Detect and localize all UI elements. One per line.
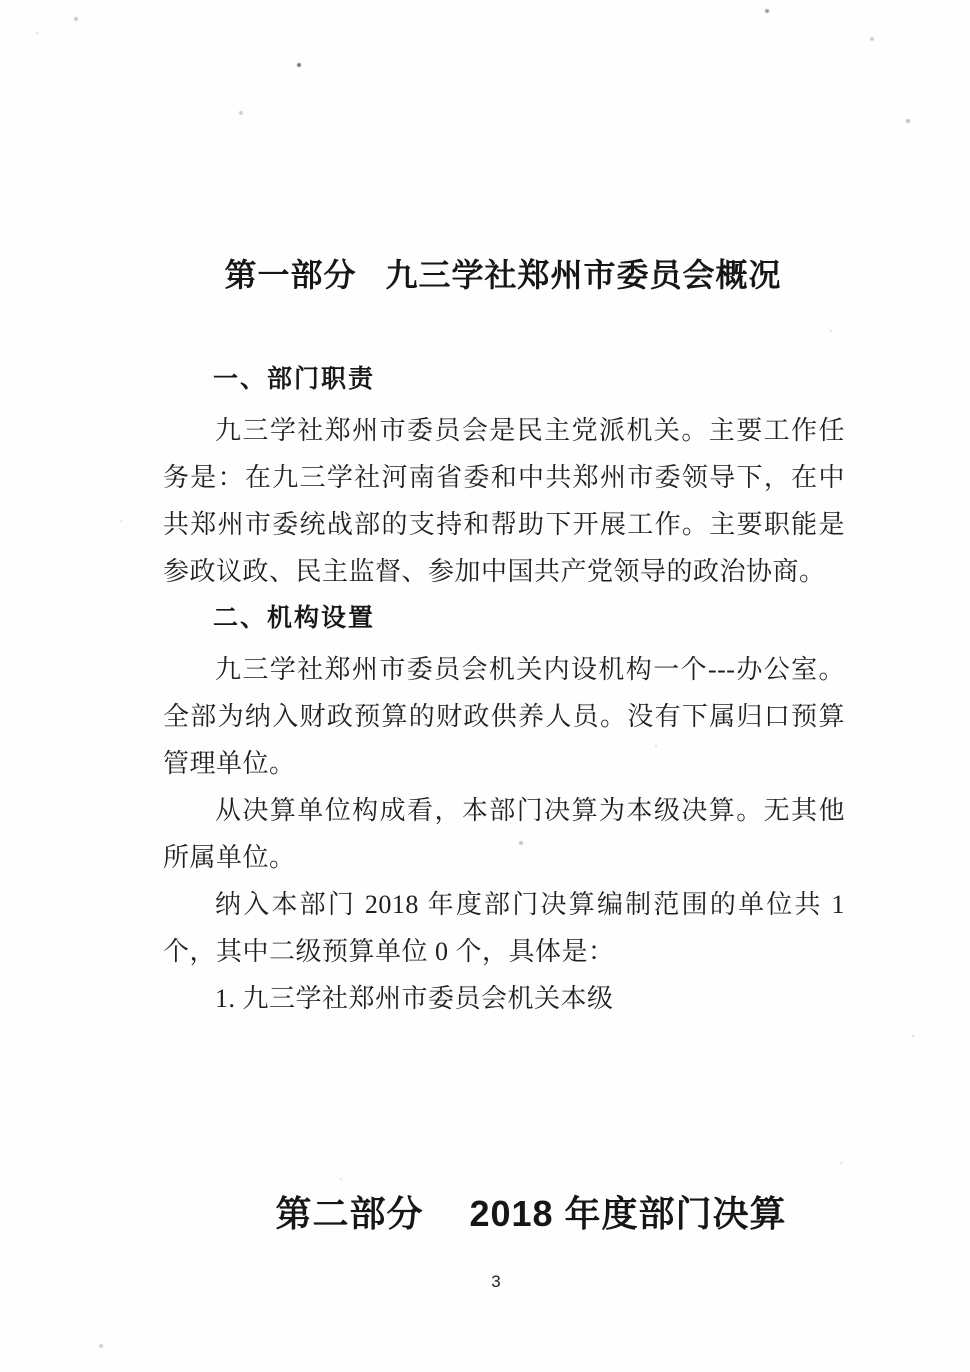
- section1-paragraph: 九三学社郑州市委员会是民主党派机关。主要工作任务是：在九三学社河南省委和中共郑州市委领导下，在中共郑州市委统战部的支持和帮助下开展工作。主要职能是参政议政、民主监督、参加中国共产党领导的政治协商。: [163, 416, 845, 586]
- part2-title: [46, 1186, 970, 1237]
- part1-title: [18, 250, 970, 296]
- section2-paragraph-1: 九三学社郑州市委员会机关内设机构一个---办公室。全部为纳入财政预算的财政供养人员。没有下属归口预算管理单位。: [163, 655, 845, 778]
- scan-noise-speckles: [0, 0, 2, 2]
- part1-heading-text: 九三学社郑州市委员会概况: [385, 257, 782, 293]
- section1-heading: 一、部门职责: [213, 366, 376, 393]
- part2-label: 第二部分: [275, 1193, 424, 1234]
- page-number: 3: [491, 1272, 501, 1291]
- section2-list-item-1: 1. 九三学社郑州市委员会机关本级: [215, 984, 614, 1013]
- section2-heading: 二、机构设置: [213, 605, 376, 632]
- section2-paragraph-3: 纳入本部门 2018 年度部门决算编制范围的单位共 1 个，其中二级预算单位 0 个，具体是：: [163, 890, 845, 966]
- document-body: [163, 356, 845, 1022]
- part1-label: 第一部分: [224, 257, 357, 293]
- section2-paragraph-2: 从决算单位构成看，本部门决算为本级决算。无其他所属单位。: [163, 796, 845, 872]
- part2-heading-text: 2018 年度部门决算: [469, 1193, 787, 1234]
